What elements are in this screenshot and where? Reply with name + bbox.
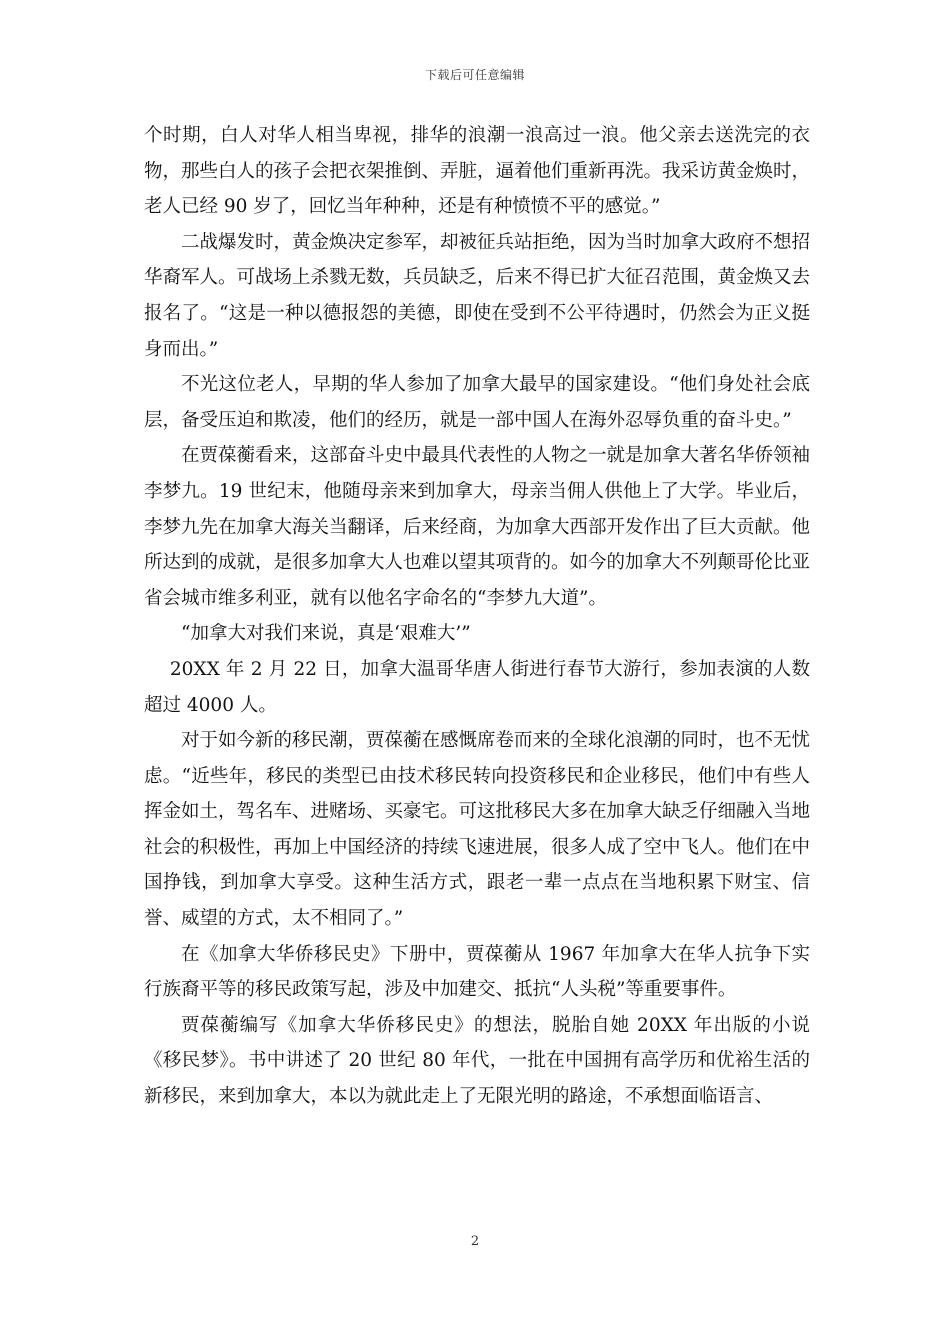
paragraph-2: 二战爆发时，黄金焕决定参军，却被征兵站拒绝，因为当时加拿大政府不想招华裔军人。可战场上杀戮无数，兵员缺乏，后来不得已扩大征召范围，黄金焕又去报名了。“这是一种以德报怨的美德，即使在受到不公平待遇时，仍然会为正义挺身而出。” — [144, 231, 811, 360]
paragraph-3: 不光这位老人，早期的华人参加了加拿大最早的国家建设。“他们身处社会底层，备受压迫和欺凌，他们的经历，就是一部中国人在海外忍辱负重的奋斗史。” — [144, 374, 810, 431]
body-text — [144, 118, 810, 1115]
page-number: 2 — [470, 1234, 480, 1249]
paragraph-8: 贾葆蘅编写《加拿大华侨移民史》的想法，脱胎自她 20XX 年出版的小说《移民梦》。书中讲述了 20 世纪 80 年代，一批在中国拥有高学历和优裕生活的新移民，来到加拿大，本以为就此走上了无限光明的路途，不承想面临语言、 — [144, 1014, 810, 1108]
paragraph-5: 20XX 年 2 月 22 日，加拿大温哥华唐人街进行春节大游行，参加表演的人数超过 4000 人。 — [144, 658, 810, 716]
paragraph-1: 个时期，白人对华人相当卑视，排华的浪潮一浪高过一浪。他父亲去送洗完的衣物，那些白人的孩子会把衣架推倒、弄脏，逼着他们重新再洗。我采访黄金焕时，老人已经 90 岁了，回忆当年种种，还是有种愤愤不平的感觉。” — [144, 125, 811, 218]
paragraph-6: 对于如今新的移民潮，贾葆蘅在感慨席卷而来的全球化浪潮的同时，也不无忧虑。“近些年，移民的类型已由技术移民转向投资移民和企业移民，他们中有些人挥金如土，驾名车、进赌场、买豪宅。可这批移民大多在加拿大缺乏仔细融入当地社会的积极性，再加上中国经济的持续飞速进展，很多人成了空中飞人。他们在中国挣钱，到加拿大享受。这种生活方式，跟老一辈一点点在当地积累下财宝、信誉、威望的方式，太不相同了。” — [144, 730, 811, 930]
paragraph-4: 在贾葆蘅看来，这部奋斗史中最具代表性的人物之一就是加拿大著名华侨领袖李梦九。19 世纪末，他随母亲来到加拿大，母亲当佣人供他上了大学。毕业后，李梦九先在加拿大海关当翻译，后来经商，为加拿大西部开发作出了巨大贡献。他所达到的成就，是很多加拿大人也难以望其项背的。如今的加拿大不列颠哥伦比亚省会城市维多利亚，就有以他名字命名的“李梦九大道”。 — [144, 445, 811, 609]
page-header: 下载后可任意编辑 — [424, 68, 525, 82]
paragraph-7: 在《加拿大华侨移民史》下册中，贾葆蘅从 1967 年加拿大在华人抗争下实行族裔平等的移民政策写起，涉及中加建交、抵抗“人头税”等重要事件。 — [144, 943, 810, 1001]
section-heading: “加拿大对我们来说，真是‘艰难大’” — [181, 623, 471, 645]
